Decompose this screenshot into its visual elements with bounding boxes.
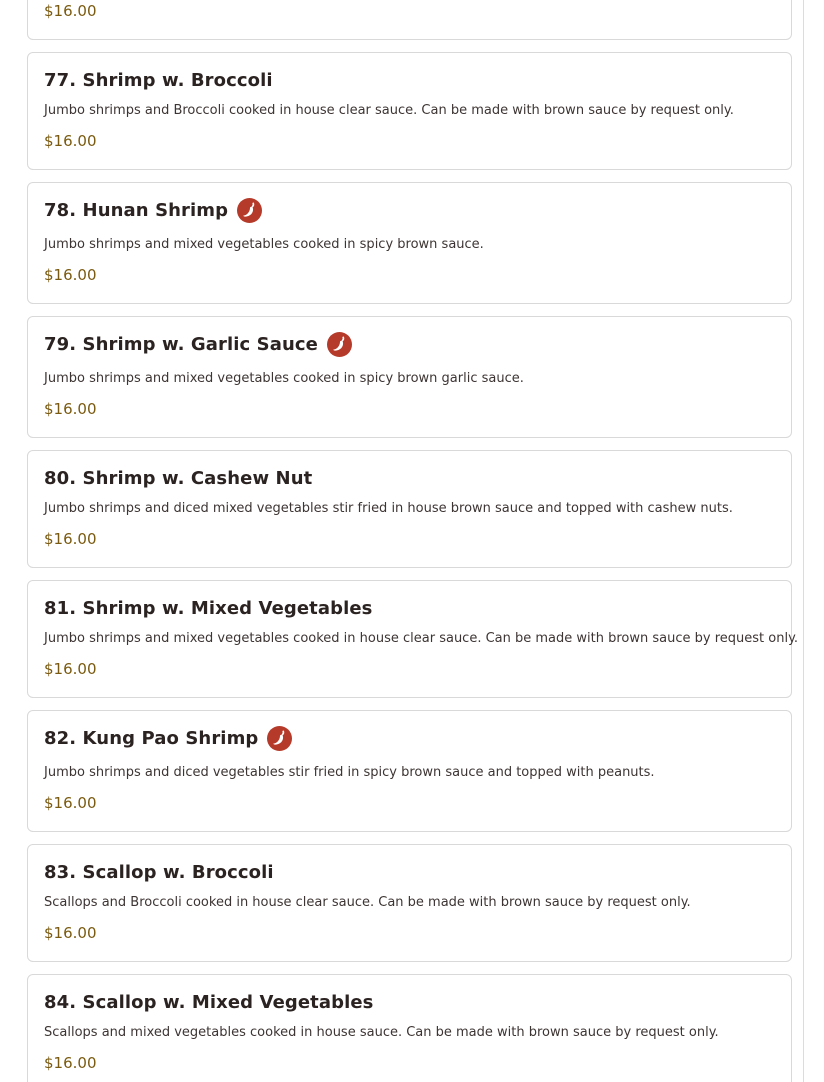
item-title bbox=[44, 859, 274, 885]
item-title bbox=[44, 197, 262, 223]
item-description: Jumbo shrimps and Broccoli cooked in house clear sauce. Can be made with brown sauce by request only. bbox=[44, 103, 734, 118]
item-price: $16.00 bbox=[44, 530, 97, 548]
item-description: Scallops and mixed vegetables cooked in house sauce. Can be made with brown sauce by request only. bbox=[44, 1025, 719, 1040]
item-price: $16.00 bbox=[44, 660, 97, 678]
item-title bbox=[44, 725, 292, 751]
item-price: $16.00 bbox=[44, 400, 97, 418]
item-price: $16.00 bbox=[44, 266, 97, 284]
item-description: Jumbo shrimps and mixed vegetables cooked in spicy brown garlic sauce. bbox=[44, 371, 524, 386]
menu-item-card[interactable] bbox=[27, 974, 792, 1082]
chili-pepper-icon bbox=[267, 726, 292, 751]
item-description: Scallops and Broccoli cooked in house clear sauce. Can be made with brown sauce by request only. bbox=[44, 895, 691, 910]
item-description: Jumbo shrimps and mixed vegetables cooked in house clear sauce. Can be made with brown sauce by request only. bbox=[44, 631, 799, 646]
item-title bbox=[44, 465, 312, 491]
item-price: $16.00 bbox=[44, 924, 97, 942]
menu-item-card[interactable] bbox=[27, 844, 792, 962]
chili-pepper-icon bbox=[237, 198, 262, 223]
item-name: 79. Shrimp w. Garlic Sauce bbox=[44, 333, 318, 355]
item-name: 81. Shrimp w. Mixed Vegetables bbox=[44, 597, 373, 619]
item-title bbox=[44, 67, 273, 93]
menu-item-card[interactable] bbox=[27, 182, 792, 304]
menu-item-card[interactable] bbox=[27, 316, 792, 438]
menu-item-card[interactable] bbox=[27, 710, 792, 832]
item-title bbox=[44, 989, 374, 1015]
menu-item-card[interactable] bbox=[27, 450, 792, 568]
item-name: 77. Shrimp w. Broccoli bbox=[44, 69, 273, 91]
item-name: 78. Hunan Shrimp bbox=[44, 199, 229, 221]
item-name: 84. Scallop w. Mixed Vegetables bbox=[44, 991, 374, 1013]
menu-item-card[interactable] bbox=[27, 52, 792, 170]
item-description: Jumbo shrimps and diced mixed vegetables stir fried in house brown sauce and topped with cashew nuts. bbox=[44, 501, 733, 516]
item-price: $16.00 bbox=[44, 132, 97, 150]
item-price: $16.00 bbox=[44, 794, 97, 812]
item-title bbox=[44, 331, 352, 357]
item-name: 82. Kung Pao Shrimp bbox=[44, 727, 259, 749]
item-price: $16.00 bbox=[44, 1054, 97, 1072]
item-name: 83. Scallop w. Broccoli bbox=[44, 861, 274, 883]
menu-item-card[interactable] bbox=[27, 0, 792, 40]
menu-item-card[interactable] bbox=[27, 580, 799, 698]
chili-pepper-icon bbox=[327, 332, 352, 357]
item-title bbox=[44, 595, 373, 621]
item-name: 80. Shrimp w. Cashew Nut bbox=[44, 467, 313, 489]
scroll-container-edge bbox=[803, 0, 804, 1082]
item-price: $16.00 bbox=[44, 2, 97, 20]
item-description: Jumbo shrimps and diced vegetables stir fried in spicy brown sauce and topped with peanuts. bbox=[44, 765, 655, 780]
item-description: Jumbo shrimps and mixed vegetables cooked in spicy brown sauce. bbox=[44, 237, 484, 252]
